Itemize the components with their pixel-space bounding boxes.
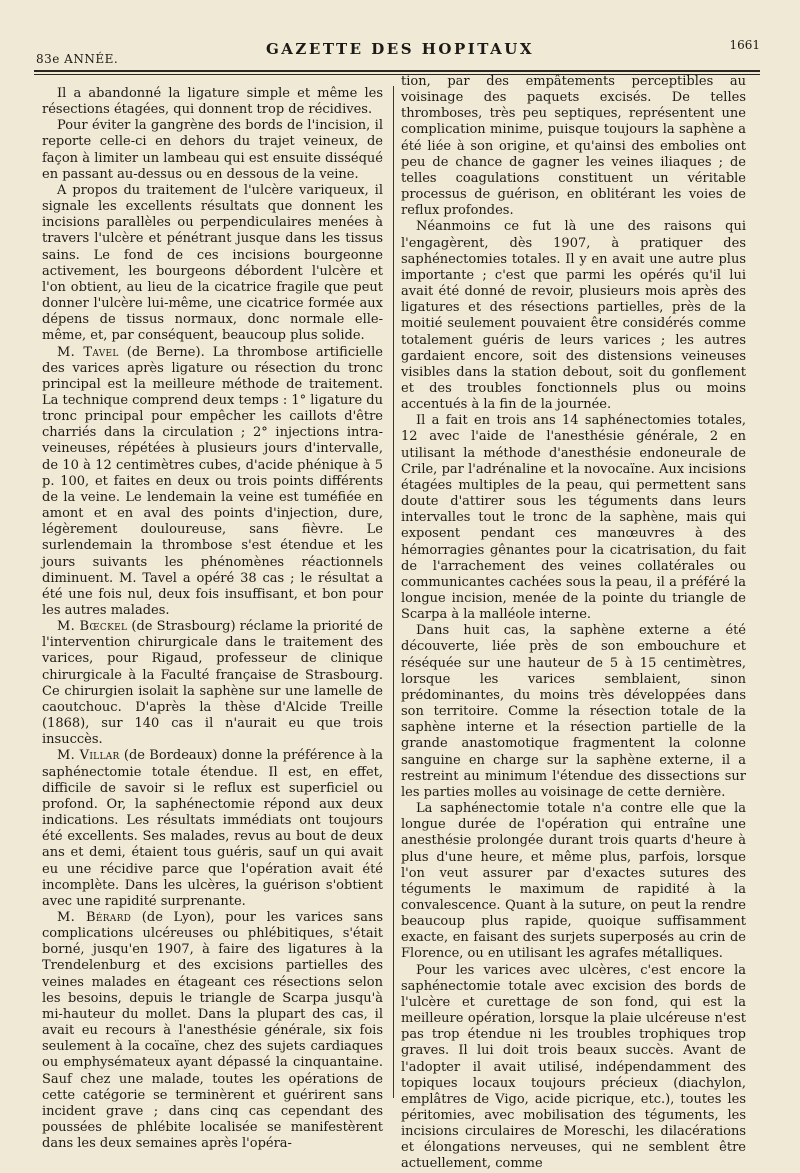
paragraph-text: Dans huit cas, la saphène externe a été découverte, liée près de son embouchure et réséquée sur une hauteur de 5 à 15 centimètres, lorsque les varices semblaient, sinon prédominantes, du moins très développées dans son territoire. Comme la résection totale de la saphène interne et la résection partielle de la grande anastomotique fragmentent la colonne sanguine en charge sur la saphène externe, il a restreint au minimum l'étendue des dissections sur les parties molles au voisinage de cette dernière. (401, 623, 746, 800)
paragraph-text: Il a fait en trois ans 14 saphénectomies totales, 12 avec l'aide de l'anesthésie générale, 2 en utilisant la méthode d'anesthésie endoneurale de Crile, par l'adrénaline et la novocaïne. Aux incisions étagées multiples de la peau, qui permettent sans doute d'attirer sous les téguments dans leurs intervalles tout le tronc de la saphène, mais qui exposent pendant ces manœuvres à des hémorragies gênantes pour la cicatrisation, du fait de l'arrachement des veines collatérales ou communicantes cachées sous la peau, il a préféré la longue incision, menée de la pointe du triangle de Scarpa à la malléole interne. (401, 413, 746, 623)
right-column (401, 74, 746, 1173)
paragraph-text: Néanmoins ce fut là une des raisons qui l'engagèrent, dès 1907, à pratiquer des saphénectomies totales. Il y en avait une autre plus importante ; c'est que parmi les opérés qu'il lui avait été donné de revoir, plusieurs mois après des ligatures et des résections partielles, près de la moitié seulement pouvaient être considérés comme totalement guéris de leurs varices ; les autres gardaient encore, soit des distensions veineuses visibles dans la station debout, soit du gonflement et des troubles fonctionnels plus ou moins accentués à la fin de la journée. (401, 219, 746, 413)
paragraph (401, 801, 746, 963)
speaker-name: M. Villar (57, 748, 120, 764)
paragraph (401, 219, 746, 413)
paragraph-text: Pour éviter la gangrène des bords de l'incision, il reporte celle-ci en dehors du trajet veineux, de façon à limiter un lambeau qui est ensuite disséqué en passant au-dessus ou en dessous de la veine. (42, 118, 383, 182)
paragraph (42, 619, 383, 748)
paragraph-text: (de Lyon), pour les varices sans complications ulcéreuses ou phlébitiques, s'était borné, jusqu'en 1907, à faire des ligatures à la Trendelenburg et des excisions partielles des veines malades en étageant ces résections selon les besoins, depuis le triangle de Scarpa jusqu'à mi-hauteur du mollet. Dans la plupart des cas, il avait eu recours à l'anesthésie générale, six fois seulement à la cocaïne, chez des sujets cardiaques ou emphysémateux ayant dépassé la cinquantaine. Sauf chez une malade, toutes les opérations de cette catégorie se terminèrent et guérirent sans incident grave ; dans cinq cas cependant des poussées de phlébite localisée se manifestèrent dans les deux semaines après l'opéra- (42, 909, 384, 1152)
page-number: 1661 (729, 38, 760, 52)
paragraph (401, 413, 746, 623)
speaker-name: M. Bœckel (57, 619, 128, 635)
paragraph-text: La saphénectomie totale n'a contre elle que la longue durée de l'opération qui entraîne une anesthésie prolongée durant trois quarts d'heure à plus d'une heure, et même plus, parfois, lorsque l'on veut assurer par d'exactes sutures des téguments le maximum de rapidité à la convalescence. Quant à la suture, on peut la rendre beaucoup plus rapide, quoique suffisamment exacte, en faisant des surjets superposés au crin de Florence, ou en utilisant les agrafes métalliques. (401, 801, 746, 962)
paragraph (42, 183, 383, 345)
paragraph (42, 86, 383, 118)
paragraph (401, 74, 746, 219)
paragraph-text: Il a abandonné la ligature simple et même les résections étagées, qui donnent trop de récidives. (42, 86, 383, 118)
paragraph-text: (de Berne). La thrombose artificielle des varices après ligature ou résection du tronc principal est la meilleure méthode de traitement. La technique comprend deux temps : 1° ligature du tronc principal pour empêcher les caillots d'être charriés dans la circulation ; 2° injections intra-veineuses, répétées à plusieurs jours d'intervalle, de 10 à 12 centimètres cubes, d'acide phénique à 5 p. 100, et faites en deux ou trois points différents de la veine. Le lendemain la veine est tuméfiée en amont et en aval des points d'injection, dure, légèrement douloureuse, sans fièvre. Le surlendemain la thrombose s'est étendue et les jours suivants les phénomènes réactionnels diminuent. M. Tavel a opéré 38 cas ; le résultat a été une fois nul, deux fois insuffisant, et bon pour les autres malades. (42, 344, 383, 618)
left-column (42, 86, 383, 1152)
paragraph (401, 963, 746, 1173)
paragraph (42, 118, 383, 183)
header-rule (34, 70, 760, 72)
paragraph-text: (de Strasbourg) réclame la priorité de l'intervention chirurgicale dans le traitement des varices, pour Rigaud, professeur de clinique chirurgicale à la Faculté française de Strasbourg. Ce chirurgien isolait la saphène sur une lamelle de caoutchouc. D'après la thèse d'Alcide Treille (1868), sur 140 cas il n'aurait eu que trois insuccès. (42, 619, 383, 748)
paragraph-text: (de Bordeaux) donne la préférence à la saphénectomie totale étendue. Il est, en effet, difficile de savoir si le reflux est superficiel ou profond. Or, la saphénectomie répond aux deux indications. Les résultats immédiats ont toujours été excellents. Ses malades, revus au bout de deux ans et demi, étaient tous guéris, sauf un qui avait eu une récidive parce que l'opération avait été incomplète. Dans les ulcères, la guérison s'obtient avec une rapidité surprenante. (42, 748, 383, 909)
paragraph-text: A propos du traitement de l'ulcère variqueux, il signale les excellents résultats que donnent les incisions parallèles ou perpendiculaires menées à travers l'ulcère et pénétrant jusque dans les tissus sains. Le fond de ces incisions bourgeonne activement, les bourgeons débordent l'ulcère et l'on obtient, au lieu de la cicatrice fragile que peut donner l'ulcère lui-même, une cicatrice formée aux dépens de tissus normaux, donc normale elle-même, et, par conséquent, beaucoup plus solide. (42, 182, 383, 344)
paragraph (42, 345, 383, 620)
issue-year: 83e ANNÉE. (36, 52, 119, 66)
newspaper-title: GAZETTE DES HOPITAUX (265, 40, 534, 58)
paragraph (42, 910, 383, 1152)
paragraph (42, 748, 383, 910)
paragraph (401, 623, 746, 801)
paragraph-text: tion, par des empâtements perceptibles au voisinage des paquets excisés. De telles thromboses, très peu septiques, représentent une complication minime, puisque toujours la saphène a été liée à son origine, et qu'ainsi des embolies ont peu de chance de gagner les veines iliaques ; de telles coagulations constituent un véritable processus de guérison, en oblitérant les voies de reflux profondes. (401, 74, 746, 219)
speaker-name: M. Bérard (57, 909, 132, 925)
paragraph-text: Pour les varices avec ulcères, c'est encore la saphénectomie totale avec excision des bords de l'ulcère et curettage de son fond, qui est la meilleure opération, lorsque la plaie ulcéreuse n'est pas trop étendue ni les troubles trophiques trop graves. Il lui doit trois beaux succès. Avant de l'adopter il avait utilisé, indépendamment des topiques locaux toujours précieux (diachylon, emplâtres de Vigo, acide picrique, etc.), toutes les péritomies, avec mobilisation des téguments, les incisions circulaires de Moreschi, les dilacérations et élongations nerveuses, qui ne semblent être actuellement, comme (401, 962, 746, 1172)
speaker-name: M. Tavel (57, 344, 119, 360)
column-divider (393, 86, 394, 1098)
